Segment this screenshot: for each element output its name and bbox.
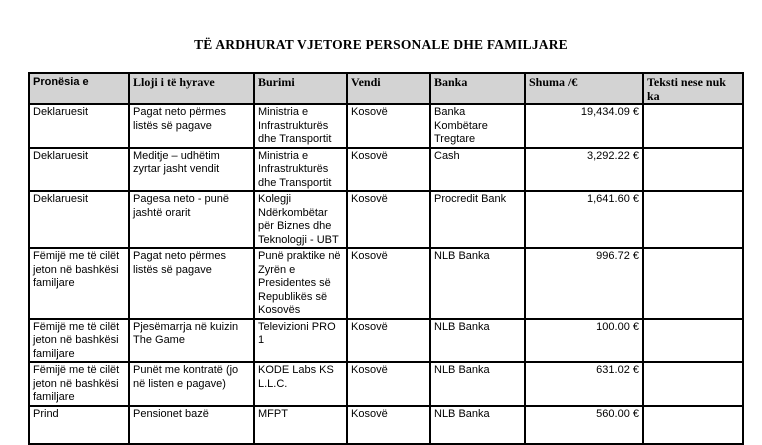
cell-note [643,104,743,148]
cell-ownership: Fëmijë me të cilët jeton në bashkësi familjare [29,319,129,363]
cell-amount: 631.02 € [525,362,643,406]
col-header-banka: Banka [430,73,525,104]
cell-ownership: Prind [29,406,129,444]
cell-ownership: Fëmijë me të cilët jeton në bashkësi familjare [29,248,129,319]
cell-source: Ministria e Infrastrukturës dhe Transportit [254,104,347,148]
cell-bank: NLB Banka [430,362,525,406]
cell-note [643,148,743,192]
col-header-lloji: Lloji i të hyrave [129,73,254,104]
cell-country: Kosovë [347,191,430,248]
col-header-teksti: Teksti nese nuk ka [643,73,743,104]
col-header-vendi: Vendi [347,73,430,104]
cell-bank: NLB Banka [430,248,525,319]
cell-ownership: Deklaruesit [29,104,129,148]
col-header-shuma: Shuma /€ [525,73,643,104]
table-row [29,248,743,319]
page-title: TË ARDHURAT VJETORE PERSONALE DHE FAMILJARE [194,37,568,52]
cell-bank: NLB Banka [430,319,525,363]
cell-bank: Cash [430,148,525,192]
cell-country: Kosovë [347,248,430,319]
cell-source: Kolegji Ndërkombëtar për Biznes dhe Teknologji - UBT [254,191,347,248]
table-row [29,362,743,406]
cell-income-type: Pagat neto përmes listës së pagave [129,248,254,319]
cell-source: Televizioni PRO 1 [254,319,347,363]
cell-income-type: Pagesa neto - punë jashtë orarit [129,191,254,248]
col-header-pronesia: Pronësia e [29,73,129,104]
table-row [29,104,743,148]
cell-ownership: Fëmijë me të cilët jeton në bashkësi familjare [29,362,129,406]
cell-note [643,248,743,319]
cell-income-type: Punët me kontratë (jo në listen e pagave) [129,362,254,406]
cell-ownership: Deklaruesit [29,191,129,248]
cell-country: Kosovë [347,148,430,192]
table-row [29,319,743,363]
cell-note [643,191,743,248]
cell-country: Kosovë [347,406,430,444]
cell-bank: NLB Banka [430,406,525,444]
cell-source: Ministria e Infrastrukturës dhe Transportit [254,148,347,192]
cell-note [643,319,743,363]
cell-source: Punë praktike në Zyrën e Presidentes së Republikës së Kosovës [254,248,347,319]
income-table [28,72,744,445]
cell-country: Kosovë [347,319,430,363]
cell-income-type: Meditje – udhëtim zyrtar jasht vendit [129,148,254,192]
cell-source: KODE Labs KS L.L.C. [254,362,347,406]
col-header-burimi: Burimi [254,73,347,104]
cell-ownership: Deklaruesit [29,148,129,192]
cell-amount: 100.00 € [525,319,643,363]
cell-source: MFPT [254,406,347,444]
cell-income-type: Pjesëmarrja në kuizin The Game [129,319,254,363]
cell-note [643,362,743,406]
table-header-row [29,73,743,104]
cell-bank: Banka Kombëtare Tregtare [430,104,525,148]
cell-country: Kosovë [347,104,430,148]
cell-amount: 996.72 € [525,248,643,319]
table-row [29,148,743,192]
cell-amount: 560.00 € [525,406,643,444]
table-row [29,191,743,248]
cell-amount: 19,434.09 € [525,104,643,148]
cell-bank: Procredit Bank [430,191,525,248]
cell-amount: 3,292.22 € [525,148,643,192]
cell-income-type: Pagat neto përmes listës së pagave [129,104,254,148]
cell-income-type: Pensionet bazë [129,406,254,444]
cell-amount: 1,641.60 € [525,191,643,248]
cell-country: Kosovë [347,362,430,406]
